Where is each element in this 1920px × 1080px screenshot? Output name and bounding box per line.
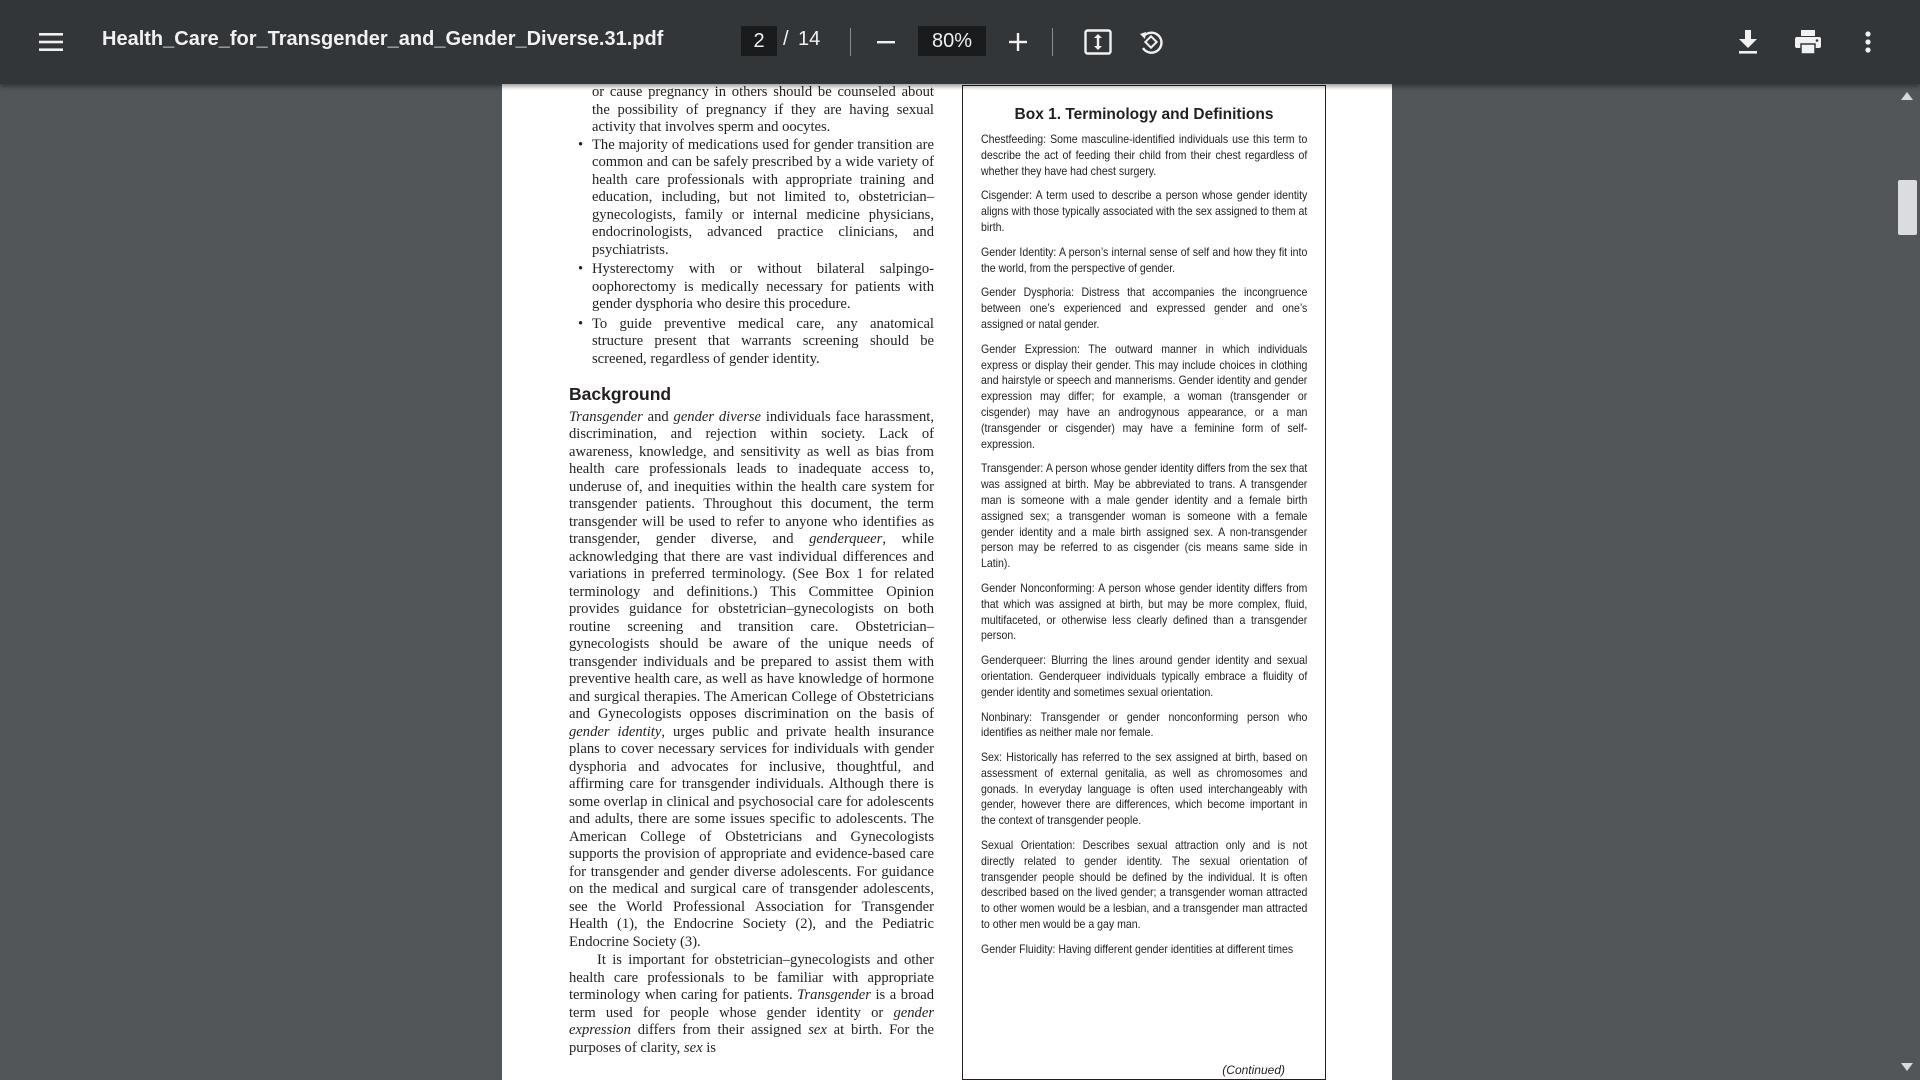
terminology-paragraph: It is important for obstetrician–gynecologists and other health care professionals to be familiar with appropriate terminology when caring for patients. Transgender is a broad term used for people whose gender identity or gender expression differs from their assigned sex at birth. For the purposes of clarity, sex is: [569, 952, 934, 1056]
pdf-toolbar: [0, 0, 1920, 84]
scroll-up-arrow-icon[interactable]: [1901, 92, 1913, 100]
definition-item: Sexual Orientation: Describes sexual attraction only and is not directly related to gender identity. The sexual orientation of transgender people should be defined by the individual. It is often described based on the lived gender; a transgender woman attracted to other women would be a lesbian, and a transgender man attracted to other men would be a gay man.: [981, 839, 1308, 932]
scroll-down-arrow-icon[interactable]: [1901, 1063, 1913, 1071]
toolbar-divider: [850, 28, 851, 56]
rotate-counterclockwise-icon: [1137, 28, 1165, 56]
more-options-button[interactable]: [1848, 22, 1888, 62]
print-icon: [1795, 30, 1821, 54]
rotate-button[interactable]: [1131, 22, 1171, 62]
background-paragraph: Transgender and gender diverse individuals face harassment, discrimination, and rejection within society. Lack of awareness, knowledge, and sensitivity as well as bias from health care professionals leads to inadequate access to, underuse of, and inequities within the health care system for transgender patients. Throughout this document, the term transgender will be used to refer to anyone who identifies as transgender, gender diverse, and genderqueer, while acknowledging that there are vast individual differences and variations in preferred terminology. (See Box 1 for related terminology and definitions.) This Committee Opinion provides guidance for obstetrician–gynecologists on both routine screening and transition care. Obstetrician–gynecologists should be aware of the unique needs of transgender individuals and be prepared to assist them with preventive health care, as well as have knowledge of hormone and surgical therapies. The American College of Obstetricians and Gynecologists opposes discrimination on the basis of gender identity, urges public and private health insurance plans to cover necessary services for individuals with gender dysphoria and advocates for inclusive, thoughtful, and affirming care for transgender individuals. Although there is some overlap in clinical and psychosocial care for adolescents and adults, there are some issues specific to adolescents. The American College of Obstetricians and Gynecologists supports the provision of appropriate and evidence-based care for transgender and gender diverse adolescents. For guidance on the medical and surgical care of transgender adolescents, see the World Professional Association for Transgender Health (1), the Endocrine Society (2), and the Pediatric Endocrine Society (3).: [569, 408, 934, 950]
page-number-input[interactable]: 2: [741, 26, 777, 56]
definition-item: Chestfeeding: Some masculine-identified individuals use this term to describe the act of feeding their child from their chest regardless of whether they have had chest surgery.: [981, 133, 1308, 178]
definition-item: Gender Fluidity: Having different gender identities at different times: [981, 942, 1294, 956]
background-heading: Background: [569, 384, 672, 404]
total-pages: 14: [798, 28, 821, 50]
recommendation-list: [569, 137, 934, 369]
page-separator: /: [783, 28, 789, 50]
pdf-page: [502, 84, 1392, 1080]
download-icon: [1737, 30, 1759, 54]
continued-bullet-text: or cause pregnancy in others should be counseled about the possibility of pregnancy if they are having sexual activity that involves sperm and oocytes.: [592, 84, 934, 135]
list-item: • The majority of medications used for gender transition are common and can be safely prescribed by a wide variety of health care professionals with appropriate training and education, including, but not limited to, obstetrician–gynecologists, family or internal medicine physicians, endocrinologists, advanced practice clinicians, and psychiatrists.: [592, 137, 934, 260]
list-item: • Hysterectomy with or without bilateral salpingo-oophorectomy is medically necessary for patients with gender dysphoria who desire this procedure.: [592, 261, 934, 314]
definition-item: Gender Nonconforming: A person whose gender identity differs from that which was assigned at birth, but may be more complex, fluid, multifaceted, or otherwise less clearly defined than a transgender person.: [981, 581, 1308, 643]
list-item: • To guide preventive medical care, any anatomical structure present that warrants screening should be screened, regardless of gender identity.: [592, 316, 934, 369]
download-button[interactable]: [1728, 22, 1768, 62]
left-column: [569, 84, 934, 1057]
definition-item: Cisgender: A term used to describe a person whose gender identity aligns with those typically associated with the sex assigned to them at birth.: [981, 189, 1308, 234]
definition-item: Gender Identity: A person’s internal sense of self and how they fit into the world, from the perspective of gender.: [981, 245, 1308, 275]
zoom-out-button[interactable]: [866, 22, 906, 62]
document-title: Health_Care_for_Transgender_and_Gender_Diverse.31.pdf: [102, 28, 664, 50]
zoom-level-input[interactable]: 80%: [918, 26, 986, 56]
hamburger-menu-icon[interactable]: [30, 22, 72, 62]
definition-item: Gender Dysphoria: Distress that accompanies the incongruence between one’s experienced and expressed gender and one’s assigned or natal gender.: [981, 286, 1308, 331]
definition-item: Transgender: A person whose gender identity differs from the sex that was assigned at birth. May be abbreviated to trans. A transgender man is someone with a male gender identity and a female birth assigned sex; a transgender woman is someone with a female gender identity and a male birth assigned sex. A non-transgender person may be referred to as cisgender (cis means same side in Latin).: [981, 462, 1308, 571]
definition-item: Sex: Historically has referred to the sex assigned at birth, based on assessment of external genitalia, as well as chromosomes and gonads. In everyday language is often used interchangeably with gender, however there are differences, which become important in the context of transgender people.: [981, 751, 1308, 828]
definition-item: Nonbinary: Transgender or gender nonconforming person who identifies as neither male nor female.: [981, 710, 1308, 740]
print-button[interactable]: [1788, 22, 1828, 62]
definition-item: Gender Expression: The outward manner in which individuals express or display their gender. This may include choices in clothing and hairstyle or speech and mannerisms. Gender identity and gender expression may differ; for example, a woman (transgender or cisgender) may have an androgynous appearance, or a man (transgender or cisgender) may have a feminine form of self-expression.: [981, 342, 1308, 451]
terminology-box: [962, 85, 1326, 1080]
fit-to-page-icon: [1084, 29, 1112, 55]
definition-item: Genderqueer: Blurring the lines around gender identity and sexual orientation. Genderqueer individuals typically embrace a fluidity of gender identity and sometimes sexual orientation.: [981, 654, 1308, 699]
scrollbar-thumb[interactable]: [1898, 180, 1917, 235]
plus-icon: [1009, 33, 1027, 51]
fit-to-page-button[interactable]: [1078, 22, 1118, 62]
box-title: Box 1. Terminology and Definitions: [1014, 106, 1274, 123]
minus-icon: [877, 33, 895, 51]
continued-label: (Continued): [1222, 1063, 1285, 1077]
zoom-in-button[interactable]: [998, 22, 1038, 62]
more-vertical-icon: [1865, 31, 1871, 53]
toolbar-divider: [1052, 28, 1053, 56]
